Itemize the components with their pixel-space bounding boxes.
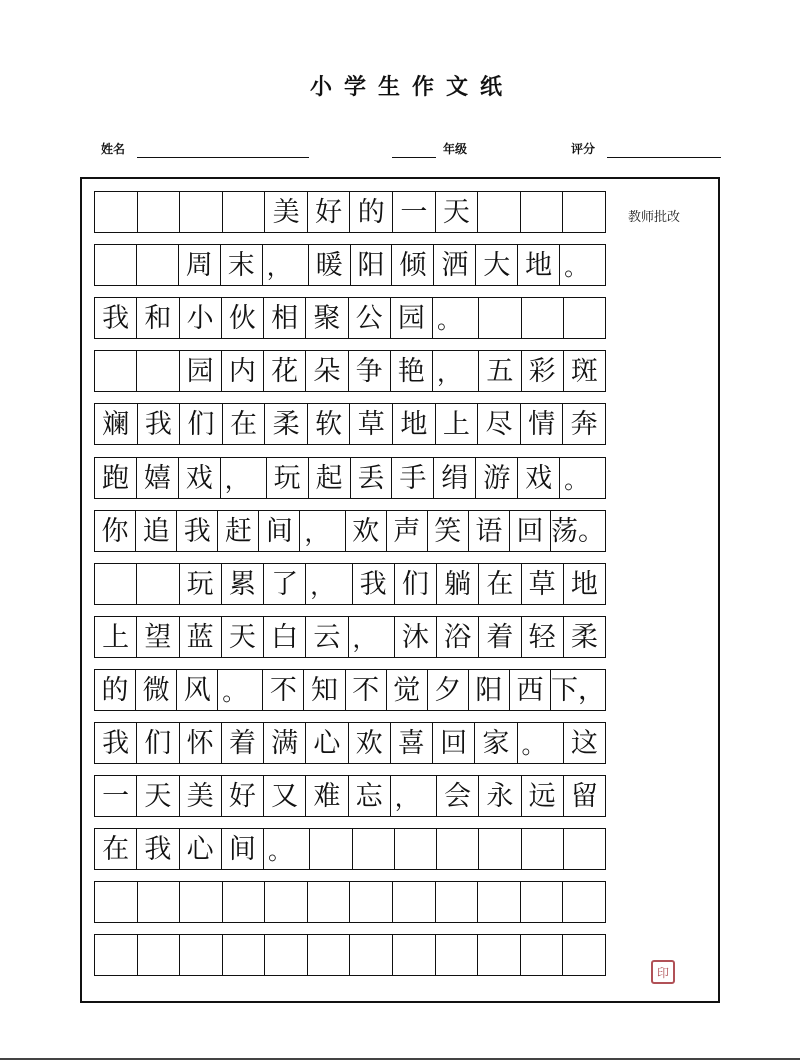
grid-cell: 沐 (395, 617, 437, 657)
name-label: 姓名 (101, 142, 126, 156)
grid-cell: 回 (433, 723, 475, 763)
grid-cell (138, 935, 181, 975)
name-field[interactable] (137, 157, 309, 158)
grid-cell: 荡。 (551, 515, 606, 547)
grid-cell: 园 (180, 351, 222, 391)
grid-cell: 和 (137, 298, 179, 338)
grid-cell (395, 829, 437, 869)
grid-cell: 永 (479, 776, 521, 816)
grid-cell (95, 935, 138, 975)
grid-cell (223, 882, 266, 922)
grid-cell: 柔 (570, 621, 598, 653)
grid-cell (522, 298, 564, 338)
grid-cell: 朵 (306, 351, 348, 391)
grid-cell: 小 (180, 298, 222, 338)
grid-cell (180, 935, 223, 975)
grid-cell: 美 (180, 776, 222, 816)
grid-cell (478, 882, 521, 922)
grid-cell: 柔 (265, 404, 308, 444)
grid-cell: 在 (223, 404, 266, 444)
grid-cell: 内 (222, 351, 264, 391)
grid-row (94, 828, 606, 870)
grid-cell: 天 (222, 617, 264, 657)
grid-cell: 远 (522, 776, 564, 816)
grid-cell: 心 (306, 723, 348, 763)
grid-cell (138, 882, 181, 922)
grid-cell: 戏 (179, 458, 221, 498)
grid-cell (393, 882, 436, 922)
grid-cell: 不 (346, 670, 387, 710)
grid-cell: ， (221, 458, 267, 498)
grid-cell: ， (300, 511, 345, 551)
grid-cell (95, 882, 138, 922)
grid-cell (308, 935, 351, 975)
grid-cell: 聚 (306, 298, 348, 338)
grid-cell: 们 (180, 404, 223, 444)
grid-cell: 伙 (222, 298, 264, 338)
grid-cell: 云 (306, 617, 348, 657)
grid-cell: 躺 (437, 564, 479, 604)
grid-cell: 天 (436, 192, 479, 232)
grid-cell: 累 (222, 564, 264, 604)
grid-cell (479, 829, 521, 869)
grid-cell (137, 245, 179, 285)
grid-cell: 草 (522, 564, 564, 604)
grid-cell: 难 (306, 776, 348, 816)
grid-cell: 嬉 (137, 458, 179, 498)
grid-cell: 我 (95, 723, 137, 763)
grid-cell (223, 192, 266, 232)
grid-cell: 我 (138, 404, 181, 444)
grid-cell: 。 (518, 723, 564, 763)
grid-cell: 阳 (351, 245, 393, 285)
grid-cell: 的 (95, 670, 136, 710)
grid-cell: 一 (95, 776, 137, 816)
grid-cell: 洒 (434, 245, 476, 285)
grid-cell (436, 935, 479, 975)
grid-cell (223, 935, 266, 975)
grid-cell: 艳 (391, 351, 433, 391)
grid-row (94, 244, 606, 286)
grid-cell: 上 (436, 404, 479, 444)
grid-cell: 地 (393, 404, 436, 444)
grid-cell: 公 (349, 298, 391, 338)
grade-field[interactable] (392, 157, 436, 158)
grid-cell (437, 829, 479, 869)
grid-cell: 留 (570, 780, 598, 812)
grid-cell: 们 (137, 723, 179, 763)
grid-row (94, 934, 606, 976)
grid-cell: 地 (518, 245, 560, 285)
grid-cell: 斓 (95, 404, 138, 444)
grid-cell: 着 (479, 617, 521, 657)
grid-cell: 尽 (478, 404, 521, 444)
grid-cell: 。 (564, 253, 589, 281)
grid-cell (393, 935, 436, 975)
grid-cell (478, 192, 521, 232)
grid-cell (353, 829, 395, 869)
grid-cell: 斑 (570, 355, 598, 387)
grid-row (94, 722, 606, 764)
grid-cell: 声 (387, 511, 428, 551)
score-label: 评分 (571, 142, 596, 156)
grid-cell: 满 (264, 723, 306, 763)
grid-cell (180, 192, 223, 232)
grid-cell: 我 (353, 564, 395, 604)
grade-label: 年级 (443, 142, 468, 156)
score-field[interactable] (607, 157, 721, 158)
grid-cell: 一 (393, 192, 436, 232)
grid-cell: 觉 (387, 670, 428, 710)
grid-cell: 大 (476, 245, 518, 285)
grid-cell: 末 (221, 245, 263, 285)
grid-cell: 间 (222, 829, 264, 869)
grid-cell: 着 (222, 723, 264, 763)
grid-cell (564, 829, 605, 869)
grid-cell (563, 935, 605, 975)
grid-cell: 知 (304, 670, 345, 710)
grid-cell (521, 935, 564, 975)
grid-cell (350, 935, 393, 975)
grid-cell: 天 (137, 776, 179, 816)
grid-cell: 我 (95, 298, 137, 338)
grid-row (94, 457, 606, 499)
grid-cell: 美 (265, 192, 308, 232)
grid-cell: 。 (264, 829, 310, 869)
grid-row (94, 669, 606, 711)
grid-cell (563, 192, 605, 232)
grid-cell: 情 (521, 404, 564, 444)
grid-cell: 奔 (570, 408, 598, 440)
grid-cell (265, 882, 308, 922)
grid-cell: 回 (510, 511, 551, 551)
grid-cell (137, 351, 179, 391)
grid-row (94, 563, 606, 605)
grid-cell: 好 (222, 776, 264, 816)
grid-cell (265, 935, 308, 975)
grid-cell: 起 (309, 458, 351, 498)
grid-cell: 上 (95, 617, 137, 657)
grid-cell (137, 564, 179, 604)
grid-cell (95, 351, 137, 391)
grid-cell: 园 (391, 298, 433, 338)
grid-cell: 欢 (346, 511, 387, 551)
grid-cell: 西 (510, 670, 551, 710)
grid-cell: 欢 (349, 723, 391, 763)
grid-cell (310, 829, 352, 869)
grid-cell: ， (349, 617, 395, 657)
grid-cell: 软 (308, 404, 351, 444)
grid-cell: 心 (180, 829, 222, 869)
grid-cell (563, 882, 605, 922)
grid-cell (521, 882, 564, 922)
grid-row (94, 775, 606, 817)
grid-cell: 好 (308, 192, 351, 232)
grid-cell (138, 192, 181, 232)
grid-cell: 花 (264, 351, 306, 391)
grid-cell: 绢 (434, 458, 476, 498)
page-edge-divider (0, 1058, 800, 1060)
grid-cell: 地 (570, 568, 598, 600)
grid-cell: 喜 (391, 723, 433, 763)
grid-cell: 赶 (218, 511, 259, 551)
grid-cell: 周 (179, 245, 221, 285)
grid-cell (479, 298, 521, 338)
grid-cell: 会 (437, 776, 479, 816)
grid-cell: 浴 (437, 617, 479, 657)
grid-row (94, 350, 606, 392)
grid-cell: 丢 (351, 458, 393, 498)
grid-cell: 语 (469, 511, 510, 551)
grid-cell: ， (433, 351, 479, 391)
grid-cell: 夕 (428, 670, 469, 710)
grid-cell (436, 882, 479, 922)
grid-row (94, 616, 606, 658)
grid-cell: 跑 (95, 458, 137, 498)
grid-cell: 间 (259, 511, 300, 551)
grid-cell: 我 (177, 511, 218, 551)
grid-row (94, 510, 606, 552)
grid-cell: 白 (264, 617, 306, 657)
grid-cell: ， (391, 776, 437, 816)
grid-cell: 在 (95, 829, 137, 869)
grid-cell: 倾 (392, 245, 434, 285)
grid-cell (180, 882, 223, 922)
grid-cell: 玩 (180, 564, 222, 604)
grid-cell: 。 (218, 670, 263, 710)
grid-cell (308, 882, 351, 922)
grid-row (94, 881, 606, 923)
grid-cell: 你 (95, 511, 136, 551)
grid-cell: 彩 (522, 351, 564, 391)
grid-cell: ， (306, 564, 352, 604)
grid-row (94, 403, 606, 445)
grid-cell (95, 245, 137, 285)
grid-cell: 我 (137, 829, 179, 869)
grid-cell: 这 (570, 727, 598, 759)
grid-cell: 争 (349, 351, 391, 391)
grid-cell: 下， (551, 674, 606, 706)
grid-cell (564, 298, 605, 338)
grid-cell: 们 (395, 564, 437, 604)
grid-cell: 的 (350, 192, 393, 232)
grid-cell: 戏 (518, 458, 560, 498)
grid-cell: 暖 (309, 245, 351, 285)
teacher-comment-label: 教师批改 (628, 210, 681, 225)
page-title: 小学生作文纸 (309, 74, 514, 100)
grid-cell: 五 (479, 351, 521, 391)
grid-cell: 阳 (469, 670, 510, 710)
grid-cell: 蓝 (180, 617, 222, 657)
grid-cell: 不 (263, 670, 304, 710)
grid-cell: 又 (264, 776, 306, 816)
grid-cell: 家 (475, 723, 517, 763)
grid-cell (521, 192, 564, 232)
grid-cell (95, 192, 138, 232)
grid-cell: 手 (392, 458, 434, 498)
grid-cell: 忘 (349, 776, 391, 816)
grid-cell: 游 (476, 458, 518, 498)
grid-cell: 玩 (267, 458, 309, 498)
grid-cell: 。 (433, 298, 479, 338)
grid-cell: 轻 (522, 617, 564, 657)
grid-cell: 望 (137, 617, 179, 657)
grid-cell: 。 (564, 466, 589, 494)
grid-cell: 笑 (428, 511, 469, 551)
grid-cell: ， (263, 245, 309, 285)
grid-cell (350, 882, 393, 922)
grid-cell: 追 (136, 511, 177, 551)
grid-cell: 怀 (180, 723, 222, 763)
grid-cell (95, 564, 137, 604)
red-seal-icon: 印 (651, 960, 675, 984)
grid-row (94, 191, 606, 233)
grid-cell (522, 829, 564, 869)
grid-cell (478, 935, 521, 975)
grid-cell: 了 (264, 564, 306, 604)
grid-cell: 微 (136, 670, 177, 710)
grid-cell: 草 (350, 404, 393, 444)
grid-cell: 相 (264, 298, 306, 338)
grid-row (94, 297, 606, 339)
grid-cell: 在 (479, 564, 521, 604)
grid-cell: 风 (177, 670, 218, 710)
